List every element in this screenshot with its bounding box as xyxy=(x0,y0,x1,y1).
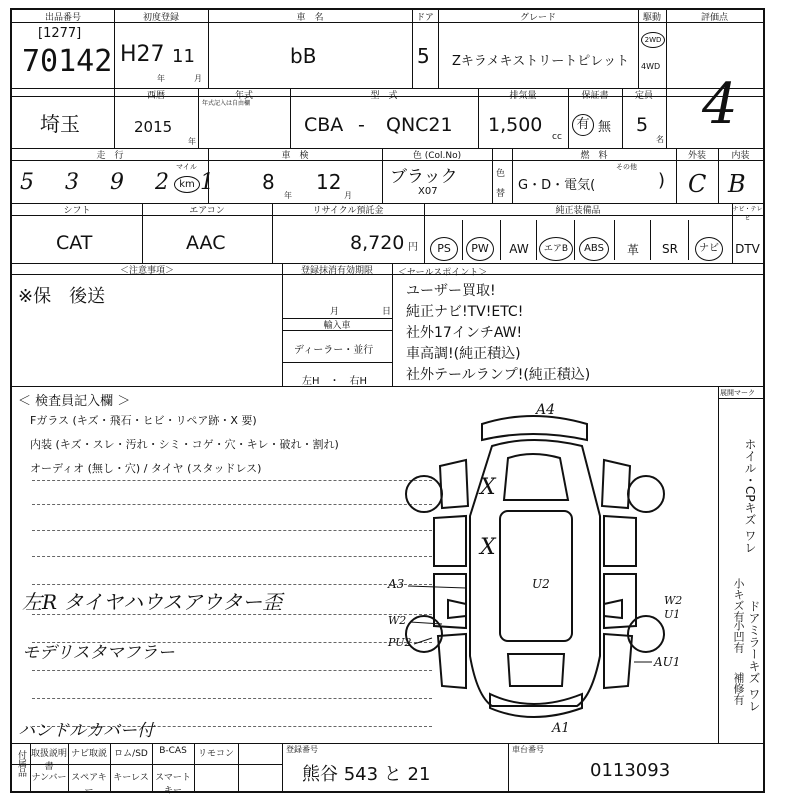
opt-remote: リモコン xyxy=(197,749,234,759)
first-reg-month: 11 xyxy=(172,46,195,67)
model-year-label: 年式 xyxy=(234,91,253,101)
door-label: ドア xyxy=(416,13,434,23)
color-switch-a: 色 xyxy=(496,169,506,179)
inspector-glass-line: Fガラス (キズ・飛石・ヒビ・リペア跡・X 要) xyxy=(30,414,257,427)
legend-small-dent: 小凹有 xyxy=(732,620,745,653)
lot-small-number: [1277] xyxy=(38,26,82,41)
displacement-unit: cc xyxy=(552,132,562,142)
mark-a1: A1 xyxy=(552,721,570,736)
legend-small-scratch: 小キズ有 xyxy=(732,578,745,622)
recycle-label: リサイクル預託金 xyxy=(312,206,384,216)
equip-aw: AW xyxy=(509,242,529,256)
sales-point: 社外テールランプ!(純正積込) xyxy=(406,367,591,383)
import-label: 輸入車 xyxy=(323,321,351,331)
equipment-label: 純正装備品 xyxy=(555,206,601,216)
inspector-interior-line: 内装 (キズ・スレ・汚れ・シミ・コゲ・穴・キレ・破れ・割れ) xyxy=(30,438,339,451)
mark-pu2: PU2 xyxy=(388,636,412,649)
notes-text: ※保 後送 xyxy=(18,286,106,307)
fuel-label: 燃 料 xyxy=(580,151,608,161)
fuel-options: G・D・電気( xyxy=(518,178,596,193)
notes-label: ＜注意事項＞ xyxy=(119,266,174,276)
lot-number: 70142 xyxy=(22,44,113,79)
reg-expiry-month: 月 xyxy=(330,307,340,317)
score-label: 評価点 xyxy=(700,13,728,23)
inspector-handwritten-1: 左R タイヤハウスアウター歪 xyxy=(22,590,283,614)
western-year-label: 西暦 xyxy=(146,91,165,101)
first-reg-label: 初度登録 xyxy=(142,13,179,23)
equip-sr: SR xyxy=(662,242,678,256)
equip-navi: ナビ xyxy=(690,234,728,264)
opt-plate: ナンバー xyxy=(31,773,67,783)
inspector-handwritten-3: ハンドルカバー付 xyxy=(18,721,154,741)
plate-number: 熊谷 543 と 21 xyxy=(302,764,431,785)
opt-smart-key: スマートキー xyxy=(155,773,191,796)
type-dash: - xyxy=(358,114,365,136)
displacement-label: 排気量 xyxy=(509,91,537,101)
mark-a3: A3 xyxy=(388,577,405,591)
mark-label: 展開マーク xyxy=(720,389,755,397)
chassis-number: 0113093 xyxy=(590,760,671,781)
prefecture: 埼玉 xyxy=(40,112,80,136)
inspector-audio-line: オーディオ (無し・穴) / タイヤ (スタッドレス) xyxy=(30,462,262,475)
drive-label: 駆動 xyxy=(642,13,661,23)
mileage-unit-km: km xyxy=(174,176,200,193)
equip-leather: 革 xyxy=(626,242,639,257)
type-prefix: CBA xyxy=(304,114,344,136)
western-year: 2015 xyxy=(134,118,173,136)
shift-label: シフト xyxy=(63,206,91,216)
warranty-no: 無 xyxy=(598,120,612,135)
inspection-month-mark: 月 xyxy=(344,191,352,200)
door-count: 5 xyxy=(417,44,430,68)
equip-airbag: エアB xyxy=(538,234,574,264)
opt-spare-key: スペアキー xyxy=(71,773,107,796)
exterior-grade: C xyxy=(688,170,707,198)
model-name-label: 車 名 xyxy=(296,13,324,23)
first-reg-year-mark: 年 xyxy=(157,74,165,83)
model-name: bB xyxy=(290,44,317,68)
mark-x-door: X xyxy=(480,535,496,560)
opt-keyless: キーレス xyxy=(113,773,149,783)
equip-ps: PS xyxy=(428,234,460,264)
color-switch-b: 替 xyxy=(496,189,506,199)
fuel-close: ) xyxy=(658,170,666,191)
opt-navi-manual: ナビ取説 xyxy=(70,749,107,759)
type-code: QNC21 xyxy=(386,114,453,136)
mileage-digit: 9 xyxy=(110,170,125,195)
opt-manual: 取扱説明書 xyxy=(30,749,67,772)
recycle-unit: 円 xyxy=(408,242,418,253)
equip-dtv: DTV xyxy=(735,242,760,256)
navi-type-label: ナビ・テレビ xyxy=(732,206,763,222)
interior-grade: B xyxy=(728,170,746,198)
ac-label: エアコン xyxy=(189,206,225,216)
legend-wheel: ホイル・CPキズ ワレ xyxy=(743,438,757,554)
fuel-other-label: その他 xyxy=(616,163,637,171)
mark-w2-left: W2 xyxy=(388,614,407,627)
car-diagram xyxy=(382,396,682,736)
opt-rom-sd: ロム/SD xyxy=(114,749,148,759)
mark-au1: AU1 xyxy=(654,655,681,669)
sales-point: 純正ナビ!TV!ETC! xyxy=(406,304,524,320)
mark-u1: U1 xyxy=(664,608,681,621)
reg-expiry-label: 登録抹消有効期限 xyxy=(300,266,373,276)
inspector-label: ＜ 検査員記入欄 ＞ xyxy=(18,394,131,409)
sales-point: ユーザー買取! xyxy=(406,283,496,299)
grade-value: Zキラメキストリートピレット xyxy=(452,54,630,69)
mileage-label: 走 行 xyxy=(96,151,124,161)
type-label: 型 式 xyxy=(370,91,398,101)
equip-pw: PW xyxy=(464,234,496,264)
mark-u2: U2 xyxy=(532,577,550,591)
shift-value: CAT xyxy=(56,232,93,254)
plate-label: 登録番号 xyxy=(286,745,318,754)
mark-a4: A4 xyxy=(536,402,556,418)
chassis-label: 車台番号 xyxy=(512,745,544,754)
warranty-yes: 有 xyxy=(572,114,594,136)
options-side-label: 付属品 xyxy=(16,750,26,777)
legend-mirror: ドアミラーキズ ワレ xyxy=(747,600,761,712)
grade-label: グレード xyxy=(519,13,556,23)
color-name: ブラック xyxy=(390,167,458,187)
reg-expiry-day: 日 xyxy=(382,307,392,317)
opt-bcas: B-CAS xyxy=(159,746,187,756)
mileage-digit: 2 xyxy=(155,170,170,195)
mark-x-rear: X xyxy=(480,475,496,500)
model-year-note: 年式記入は自由欄 xyxy=(202,100,251,107)
drive-2wd: 2WD xyxy=(641,32,665,48)
inspection-year: 8 xyxy=(262,170,275,194)
sales-points-label: ＜セールスポイント＞ xyxy=(398,268,488,278)
inspection-month: 12 xyxy=(316,170,342,194)
mileage-digit: 1 xyxy=(200,170,215,195)
capacity-label: 定員 xyxy=(634,91,653,101)
inspection-year-mark: 年 xyxy=(284,191,292,200)
inspector-handwritten-2: モデリスタマフラー xyxy=(22,643,175,663)
color-code: X07 xyxy=(418,186,438,197)
legend-repair: 補修有 xyxy=(732,672,745,705)
mileage-unit-mile: マイル xyxy=(176,163,197,171)
ac-value: AAC xyxy=(186,232,226,254)
sales-point: 社外17インチAW! xyxy=(406,325,523,341)
warranty-label: 保証書 xyxy=(581,91,609,101)
import-handle: 左H ・ 右H xyxy=(302,376,368,387)
capacity-value: 5 xyxy=(636,114,649,136)
mileage-digit: 3 xyxy=(65,170,80,195)
equip-abs: ABS xyxy=(576,234,612,264)
mileage-digit: 5 xyxy=(20,170,35,195)
western-year-mark: 年 xyxy=(188,137,196,146)
auction-sheet xyxy=(10,8,765,796)
first-reg-era: H27 xyxy=(120,42,165,67)
interior-label: 内装 xyxy=(731,151,750,161)
sales-point: 車高調!(純正積込) xyxy=(406,346,521,362)
exterior-label: 外装 xyxy=(687,151,706,161)
recycle-amount: 8,720 xyxy=(350,232,405,254)
mark-w2-right: W2 xyxy=(664,594,682,607)
import-dealer: ディーラー・並行 xyxy=(294,345,374,356)
capacity-unit: 名 xyxy=(656,135,664,144)
drive-4wd: 4WD xyxy=(641,62,661,71)
score-value: 4 xyxy=(702,72,738,137)
displacement: 1,500 xyxy=(488,114,543,136)
inspection-label: 車 検 xyxy=(281,151,309,161)
color-label: 色 (Col.No) xyxy=(412,151,462,161)
lot-label: 出品番号 xyxy=(44,13,81,23)
first-reg-month-mark: 月 xyxy=(194,74,202,83)
